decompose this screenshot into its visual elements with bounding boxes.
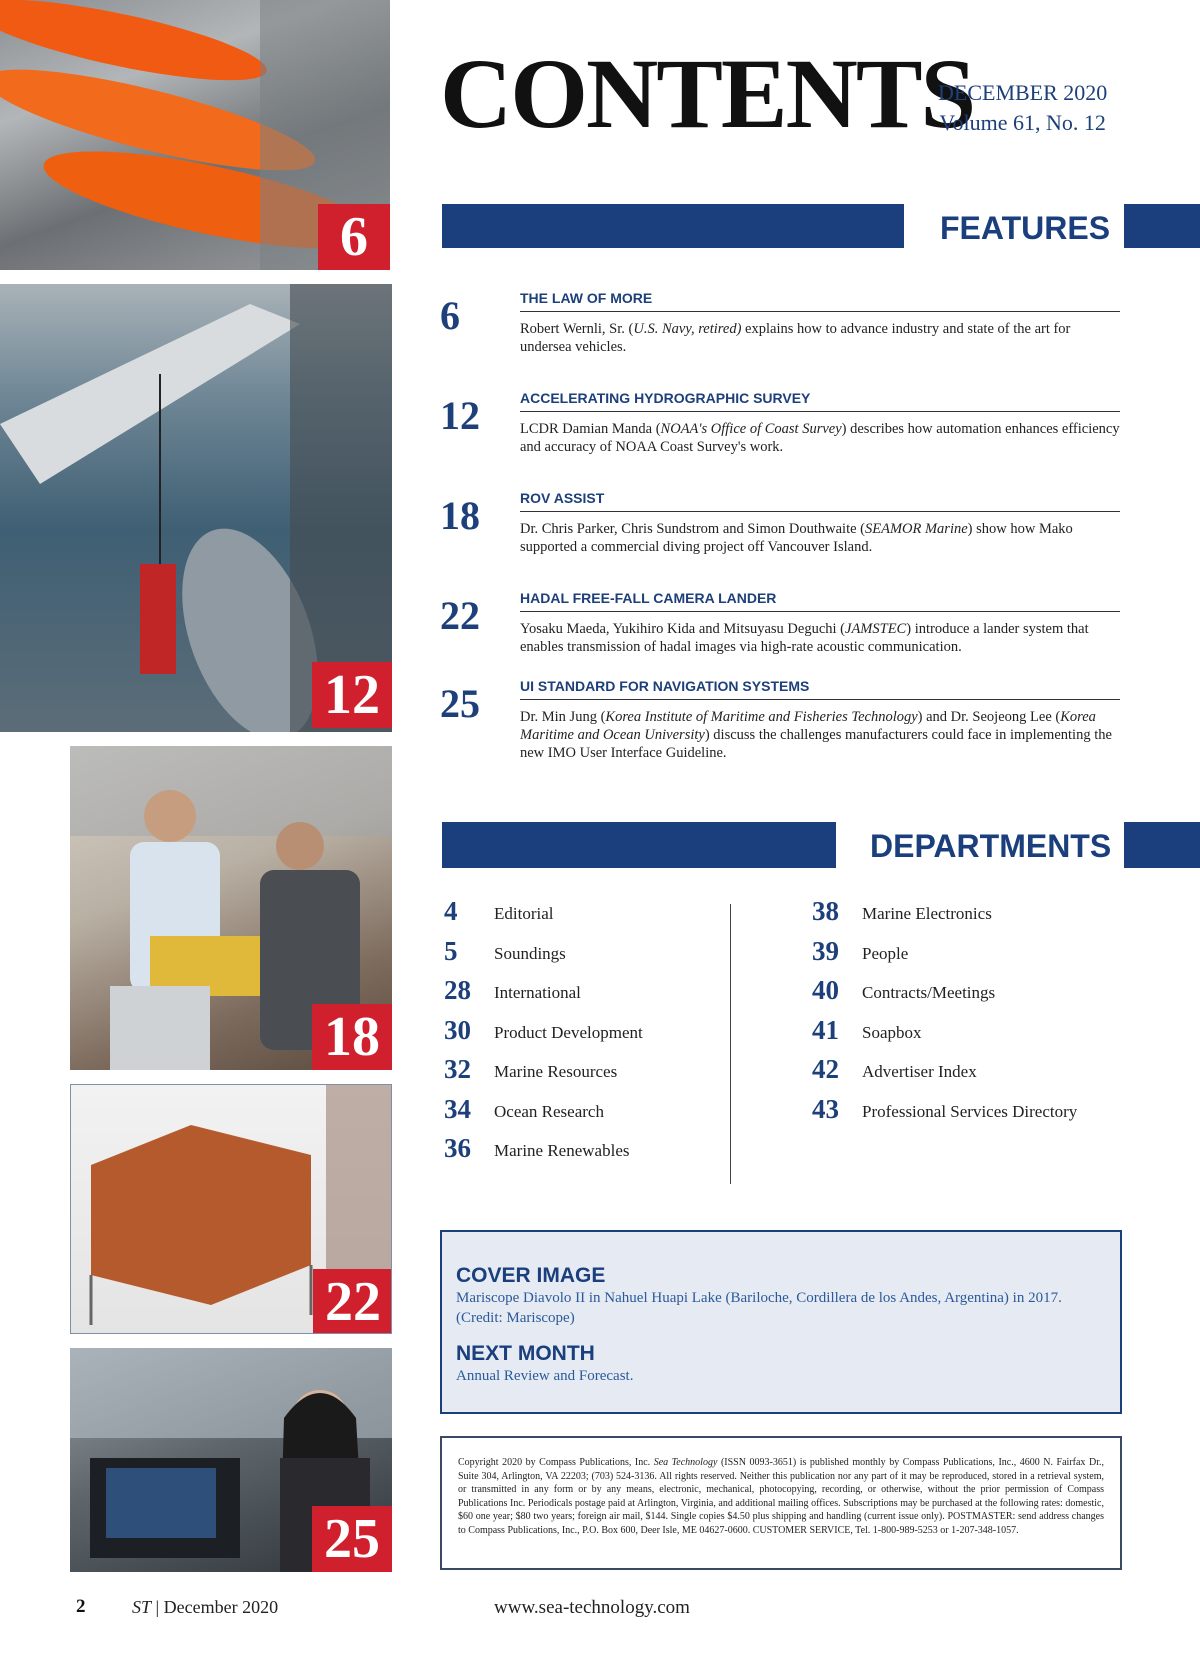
next-month-text: Annual Review and Forecast.	[456, 1368, 634, 1384]
department-page: 42	[812, 1054, 839, 1084]
features-bar-right	[1124, 204, 1200, 248]
issue-date: DECEMBER 2020	[938, 80, 1108, 105]
department-page: 28	[444, 975, 471, 1005]
photo-page-badge: 12	[312, 662, 392, 728]
page-title: CONTENTS	[440, 38, 975, 149]
feature-title[interactable]: UI STANDARD FOR NAVIGATION SYSTEMS	[520, 678, 1120, 700]
photo-rov-engineers	[70, 746, 392, 1070]
department-label[interactable]: People	[862, 943, 909, 963]
department-page: 34	[444, 1093, 471, 1124]
footer-page-number: 2	[76, 1596, 86, 1617]
department-page: 40	[812, 975, 839, 1005]
feature-title[interactable]: THE LAW OF MORE	[520, 290, 1120, 312]
department-label[interactable]: Marine Electronics	[862, 904, 992, 923]
next-month-heading: NEXT MONTH	[456, 1342, 595, 1365]
footer-issue: ST | December 2020	[132, 1597, 279, 1617]
feature-page: 25	[440, 681, 480, 726]
issue-volume: Volume 61, No. 12	[939, 110, 1106, 135]
photo-page-badge: 25	[312, 1506, 392, 1572]
photo-page-badge: 22	[313, 1269, 392, 1334]
department-page: 5	[444, 935, 458, 966]
department-label[interactable]: Ocean Research	[494, 1101, 604, 1121]
department-page: 38	[812, 896, 839, 926]
departments-heading: DEPARTMENTS	[870, 828, 1112, 864]
department-page: 32	[444, 1054, 471, 1084]
photo-bridge-navigation	[70, 1348, 392, 1572]
department-label[interactable]: Editorial	[494, 904, 554, 923]
issue-info	[938, 78, 1107, 138]
cover-image-heading: COVER IMAGE	[456, 1264, 606, 1287]
department-page: 43	[812, 1093, 839, 1124]
photo-page-badge: 6	[318, 204, 390, 270]
departments-bar-right	[1124, 822, 1200, 868]
department-page: 4	[444, 896, 458, 926]
features-heading: FEATURES	[940, 210, 1111, 246]
departments-bar-left	[442, 822, 836, 868]
feature-description: LCDR Damian Manda (NOAA's Office of Coast Survey) describes how automation enhances efficiency and accuracy of NOAA Coast Survey's work.	[520, 421, 1120, 455]
feature-description: Yosaku Maeda, Yukihiro Kida and Mitsuyasu Deguchi (JAMSTEC) introduce a lander system that enables transmission of hadal images via high-rate acoustic communication.	[520, 621, 1089, 655]
cover-info-box	[440, 1230, 1122, 1414]
feature-page: 12	[440, 393, 480, 438]
department-page: 39	[812, 935, 839, 966]
departments-divider	[730, 904, 731, 1184]
cover-image-caption: Mariscope Diavolo II in Nahuel Huapi Lake (Bariloche, Cordillera de los Andes, Argentina) in 2017. (Credit: Mariscope)	[456, 1290, 1062, 1326]
department-label[interactable]: Professional Services Directory	[862, 1101, 1078, 1121]
feature-page: 18	[440, 493, 480, 538]
department-label[interactable]: Contracts/Meetings	[862, 983, 996, 1002]
feature-description: Dr. Min Jung (Korea Institute of Maritime and Fisheries Technology) and Dr. Seojeong Lee (Korea Maritime and Ocean University) discuss the challenges manufacturers could face in implementing the new IMO User Interface Guideline.	[520, 709, 1112, 761]
photo-page-badge: 18	[312, 1004, 392, 1070]
department-page: 41	[812, 1014, 839, 1045]
department-label[interactable]: Product Development	[494, 1022, 643, 1042]
department-label[interactable]: Marine Resources	[494, 1062, 618, 1081]
feature-page: 22	[440, 593, 480, 638]
department-page: 30	[444, 1014, 471, 1045]
department-label[interactable]: Advertiser Index	[862, 1062, 977, 1081]
photo-camera-lander	[70, 1084, 392, 1334]
feature-title[interactable]: ACCELERATING HYDROGRAPHIC SURVEY	[520, 390, 1120, 412]
footer-website-link[interactable]: www.sea-technology.com	[494, 1597, 690, 1618]
features-bar-left	[442, 204, 904, 248]
department-label[interactable]: International	[494, 983, 581, 1002]
photo-davit-launch	[0, 284, 392, 732]
feature-title[interactable]: ROV ASSIST	[520, 490, 1120, 512]
copyright-notice: Copyright 2020 by Compass Publications, Inc. Sea Technology (ISSN 0093-3651) is published monthly by Compass Publications, Inc., 4600 N. Fairfax Dr., Suite 304, Arlington, VA 22203; (703) 524-3136. All rights reserved. Neither this publication nor any part of it may be reproduced, stored in a retrieval system, or transmitted in any form or by any means, electronic, mechanical, photocopying, recording, or otherwise, without the prior permission of Compass Publications Inc. Periodicals postage paid at Arlington, Virginia, and additional mailing offices. Subscriptions may be purchased at the following rates: domestic, $60 one year; $80 two years; foreign air mail, $144. Single copies $4.50 plus shipping and handling (current issue only). POSTMASTER: send address changes to Compass Publications, Inc., P.O. Box 600, Deer Isle, ME 04627-0600. CUSTOMER SERVICE, Tel. 1-800-989-5253 or 1-207-348-1057.	[440, 1436, 1122, 1570]
department-page: 36	[444, 1133, 471, 1163]
department-label[interactable]: Soundings	[494, 943, 566, 963]
feature-description: Dr. Chris Parker, Chris Sundstrom and Simon Douthwaite (SEAMOR Marine) show how Mako supported a commercial diving project off Vancouver Island.	[520, 521, 1073, 555]
department-label[interactable]: Soapbox	[862, 1022, 922, 1042]
feature-page: 6	[440, 293, 460, 338]
feature-description: Robert Wernli, Sr. (U.S. Navy, retired) explains how to advance industry and state of the art for undersea vehicles.	[520, 321, 1071, 355]
department-label[interactable]: Marine Renewables	[494, 1141, 630, 1160]
photo-auv-vehicles	[0, 0, 390, 270]
feature-title[interactable]: HADAL FREE-FALL CAMERA LANDER	[520, 590, 1120, 612]
